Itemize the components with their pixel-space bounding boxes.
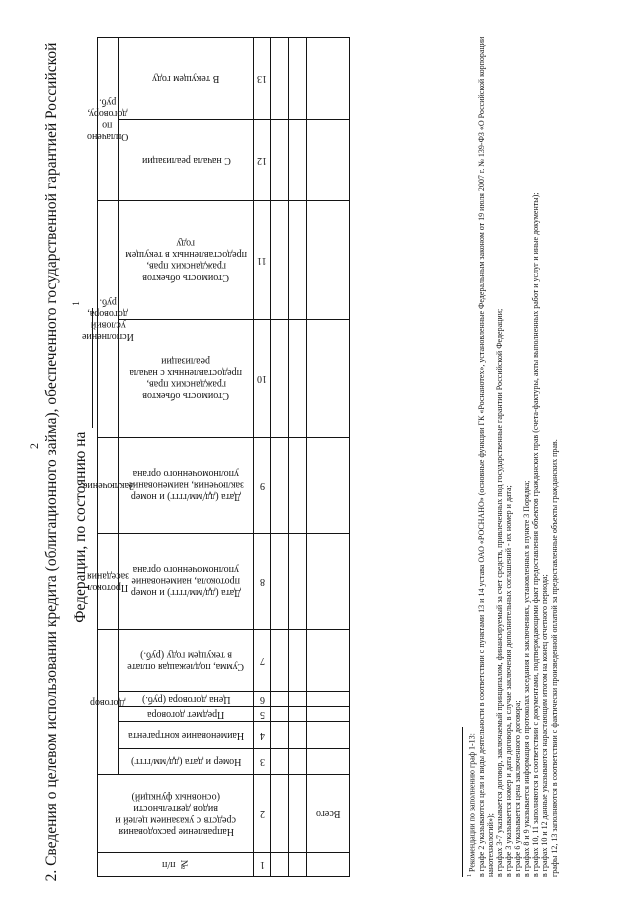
col-number-cell: 7 — [254, 629, 271, 691]
header-group-protocol: Протокол заседания — [98, 533, 119, 629]
heading-line-1: 2. Сведения о целевом использовании кредита (облигационного займа), обеспеченного государственной гарантией Российской — [43, 42, 60, 882]
table-cell — [271, 748, 289, 774]
table-cell — [271, 319, 289, 437]
table-cell — [271, 119, 289, 201]
table-cell — [289, 775, 307, 852]
header-paid-total: С начала реализации — [119, 119, 254, 201]
usage-table — [82, 37, 350, 877]
col-number-cell: 10 — [254, 319, 271, 437]
table-cell — [307, 319, 350, 437]
table-cell — [289, 319, 307, 437]
table-cell — [271, 722, 289, 748]
table-cell — [271, 775, 289, 852]
table-cell — [289, 201, 307, 319]
header-group-execution: Исполнение условий договора, руб. — [98, 201, 119, 437]
header-no: № п/п — [98, 852, 254, 876]
col-number-cell: 6 — [254, 691, 271, 706]
table-cell — [289, 437, 307, 533]
table-cell — [289, 748, 307, 774]
table-cell — [307, 691, 350, 706]
table-cell — [307, 722, 350, 748]
footnote-item: в графе 6 указывается цена заключенного договора; — [513, 700, 523, 877]
col-number-cell: 1 — [254, 852, 271, 876]
heading-line-2: Федерации, по состоянию на — [72, 431, 90, 623]
header-subject: Предмет договора — [119, 707, 254, 722]
header-exec-year: Стоимость объектов гражданских прав, предоставленных в текущем году — [119, 201, 254, 319]
footnote-item: в графах 10, 11 заполняются в соответствии с документами, подтверждающими факт предоставления объектов гражданских прав (счета-фактуры, акты выполненных работ и услуг и иные документы); — [531, 192, 541, 877]
table-cell — [307, 629, 350, 691]
table-row — [289, 38, 307, 877]
table-cell — [307, 38, 350, 120]
col-number-cell: 12 — [254, 119, 271, 201]
footnote-item: в графе 3 указывается номер и дата договора, в случае заключения дополнительных соглашений - их номер и дата; — [504, 485, 514, 877]
table-cell — [289, 722, 307, 748]
col-number-cell: 8 — [254, 533, 271, 629]
header-payable: Сумма, подлежащая оплате в текущем году (руб.) — [119, 629, 254, 691]
column-number-row — [254, 38, 271, 877]
footnote-divider — [462, 727, 463, 877]
footnote-item: графы 12, 13 заполняются в соответствии с фактически произведенной оплатой за предоставленные объекты гражданских прав. — [549, 439, 559, 877]
col-number-cell: 2 — [254, 775, 271, 852]
heading-footnote-mark: 1 — [71, 301, 81, 306]
total-label: Всего — [307, 775, 350, 852]
header-price: Цена договора (руб.) — [119, 691, 254, 706]
table-row — [271, 38, 289, 877]
total-row — [307, 38, 350, 877]
footnote-item: в графах 10 и 12 данные указываются нарастающим итогом на конец отчетного периода; — [540, 574, 550, 877]
page-number: 2 — [27, 443, 41, 449]
table-cell — [289, 707, 307, 722]
table-cell — [289, 691, 307, 706]
col-number-cell: 13 — [254, 38, 271, 120]
footnote-item: в графах 3-7 указывается договор, заключаемый принципалом, финансируемый за счет средств, привлеченных под государственные гарантии Российской Федерации; — [494, 308, 504, 877]
table-cell — [271, 707, 289, 722]
table-cell — [271, 38, 289, 120]
table-cell — [289, 852, 307, 876]
table-cell — [289, 533, 307, 629]
footnote-item: в графах 8 и 9 указывается информация о протоколах заседания и заключениях, установленных в пункте 3 Порядка; — [522, 480, 532, 877]
table-cell — [271, 691, 289, 706]
table-cell — [271, 437, 289, 533]
table-cell — [307, 748, 350, 774]
header-exec-total: Стоимость объектов гражданских прав, предоставленных с начала реализации — [119, 319, 254, 437]
col-number-cell: 5 — [254, 707, 271, 722]
footnote-item: в графе 2 указываются цели и виды деятельности в соответствии с пунктами 13 и 14 устава ОАО «РОСНАНО» (основные функции ГК «Роснанотех», установленные Федеральным законом от 19 июля 2007 г. № 139-ФЗ «О Российской корпорации нанотехнологий»); — [476, 36, 495, 877]
section-heading — [40, 39, 92, 885]
header-group-contract: Договор — [98, 629, 119, 775]
header-paid-year: В текущем году — [119, 38, 254, 120]
table-cell — [271, 852, 289, 876]
table-cell — [289, 629, 307, 691]
header-group-paid: Оплачено по договору, руб. — [98, 38, 119, 201]
table-cell — [307, 437, 350, 533]
table-cell — [307, 119, 350, 201]
header-protocol: Дата (дд/мм/гггг) и номер протокола, наименование уполномоченного органа — [119, 533, 254, 629]
header-conclusion: Дата (дд/мм/гггг) и номер заключения, наименование уполномоченного органа — [119, 437, 254, 533]
table-cell — [307, 852, 350, 876]
col-number-cell: 4 — [254, 722, 271, 748]
col-number-cell: 3 — [254, 748, 271, 774]
table-cell — [307, 533, 350, 629]
footnotes — [462, 27, 559, 877]
table-cell — [271, 533, 289, 629]
table-cell — [271, 201, 289, 319]
col-number-cell: 11 — [254, 201, 271, 319]
header-counterparty: Наименование контрагента — [119, 722, 254, 748]
header-contract-number: Номер и дата (дд/мм/гггг) — [119, 748, 254, 774]
table-cell — [289, 119, 307, 201]
footnote-intro: $^1$ Рекомендации по заполнению граф 1-13: — [467, 733, 477, 877]
col-number-cell: 9 — [254, 437, 271, 533]
table-cell — [307, 707, 350, 722]
header-group-conclusion: Заключение — [98, 437, 119, 533]
header-direction: Направление расходования средств с указанием целей и видов деятельности (основных функций) — [98, 775, 254, 852]
table-cell — [307, 201, 350, 319]
table-cell — [271, 629, 289, 691]
table-cell — [289, 38, 307, 120]
